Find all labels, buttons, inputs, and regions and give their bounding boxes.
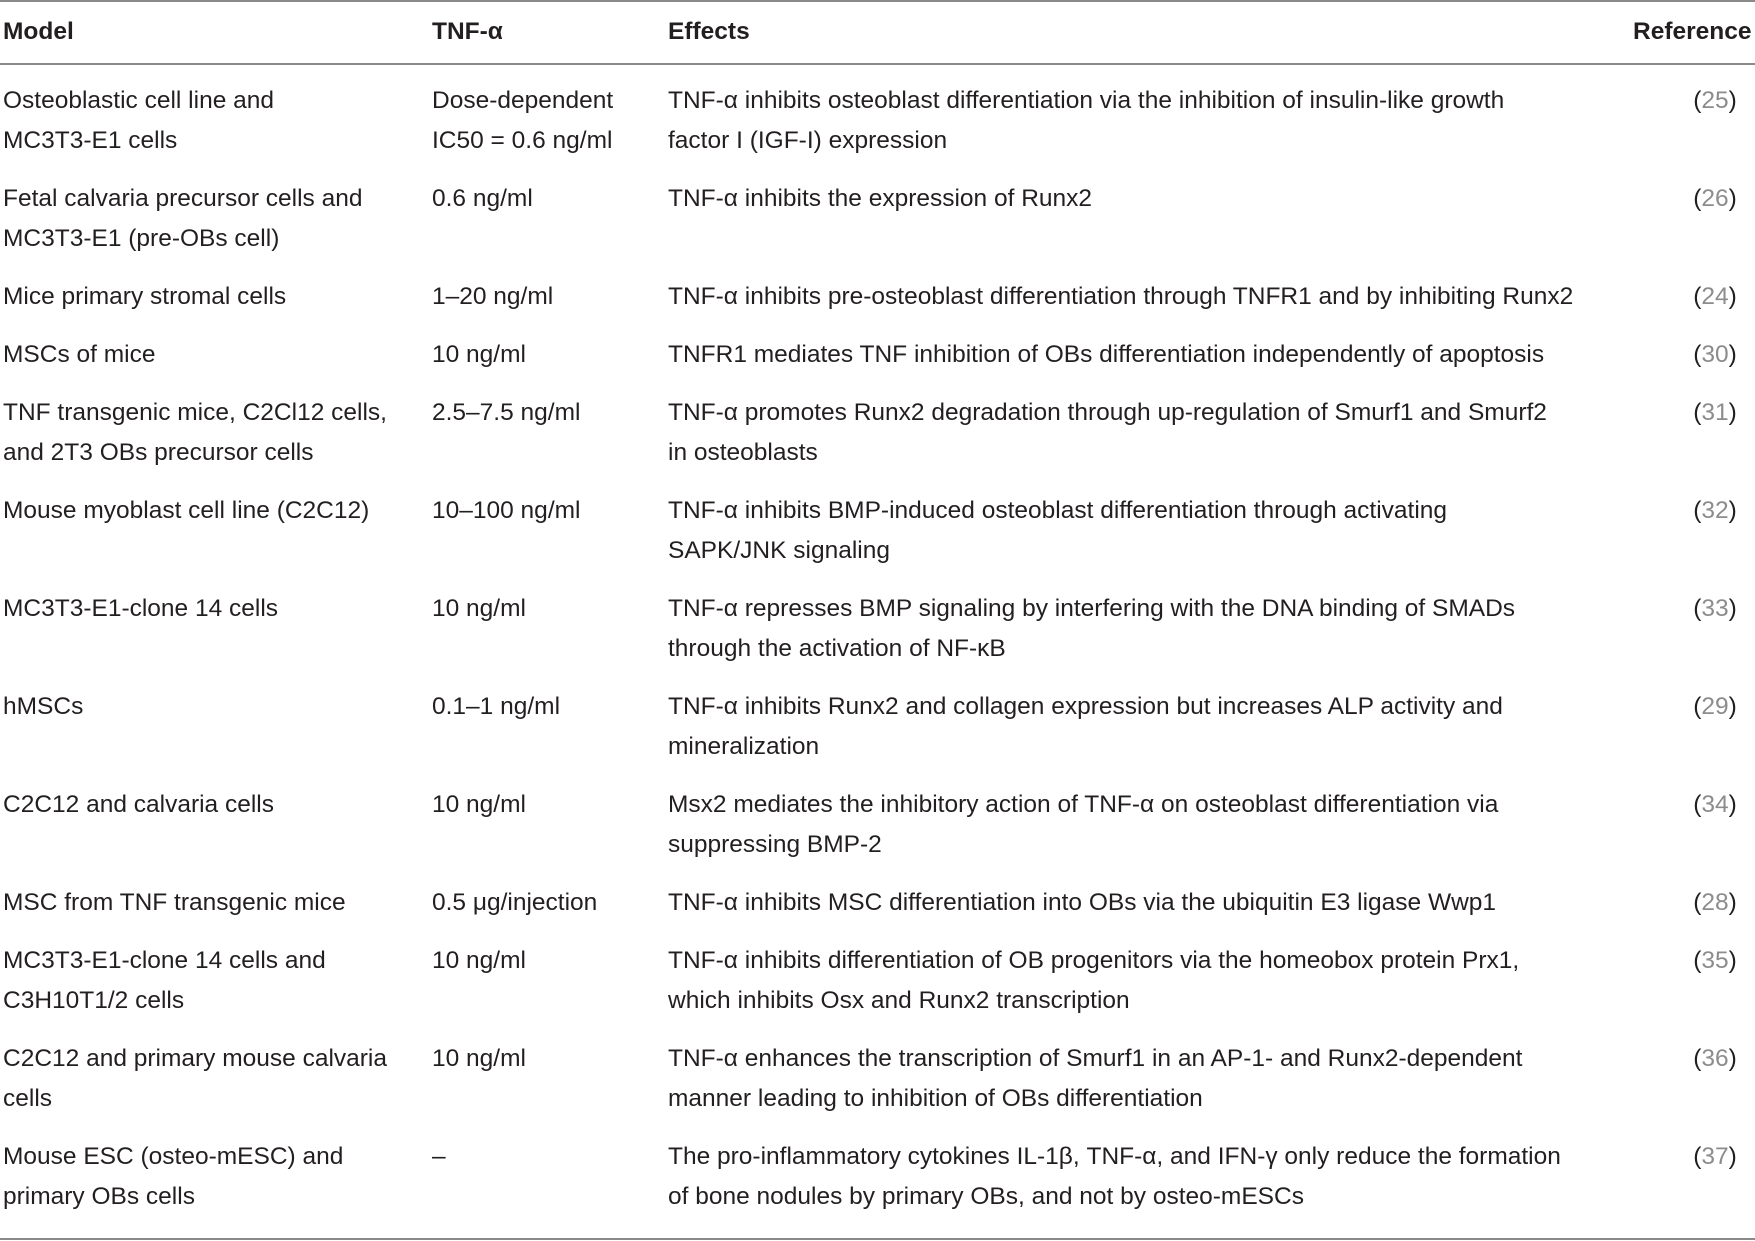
cell-effects-line: TNF-α inhibits the expression of Runx2 <box>668 185 1093 212</box>
reference-link[interactable]: 25 <box>1701 87 1729 114</box>
ref-open-paren: ( <box>1693 947 1702 974</box>
cell-tnf-line: IC50 = 0.6 ng/ml <box>432 127 613 154</box>
cell-reference <box>1670 81 1755 121</box>
reference-link[interactable]: 34 <box>1701 791 1729 818</box>
cell-tnf <box>432 941 526 981</box>
cell-model-line: hMSCs <box>3 693 84 720</box>
cell-model-line: C2C12 and calvaria cells <box>3 791 274 818</box>
cell-tnf-line: 10 ng/ml <box>432 341 526 368</box>
cell-effects-line: factor I (IGF-I) expression <box>668 127 948 154</box>
cell-tnf <box>432 491 580 531</box>
cell-reference <box>1670 393 1755 433</box>
header-rule <box>0 63 1755 65</box>
cell-reference <box>1670 883 1755 923</box>
cell-reference <box>1670 179 1755 219</box>
cell-model <box>3 785 274 825</box>
cell-effects-line: The pro-inflammatory cytokines IL-1β, TNF-α, and IFN-γ only reduce the formation <box>668 1143 1561 1170</box>
ref-open-paren: ( <box>1693 87 1702 114</box>
cell-reference <box>1670 941 1755 981</box>
cell-model-line: TNF transgenic mice, C2Cl12 cells, <box>3 399 387 426</box>
cell-model <box>3 687 83 727</box>
cell-tnf-line: 0.1–1 ng/ml <box>432 693 561 720</box>
cell-model-line: MC3T3-E1-clone 14 cells and <box>3 947 326 974</box>
reference-link[interactable]: 33 <box>1701 595 1729 622</box>
cell-tnf <box>432 687 560 727</box>
cell-tnf <box>432 81 613 161</box>
ref-open-paren: ( <box>1693 693 1702 720</box>
cell-model-line: C3H10T1/2 cells <box>3 987 185 1014</box>
reference-link[interactable]: 31 <box>1701 399 1729 426</box>
cell-model-line: primary OBs cells <box>3 1183 195 1210</box>
ref-close-paren: ) <box>1728 399 1737 426</box>
cell-effects <box>668 1039 1522 1119</box>
cell-tnf-line: 1–20 ng/ml <box>432 283 554 310</box>
cell-reference <box>1670 335 1755 375</box>
header-model: Model <box>3 18 74 45</box>
ref-close-paren: ) <box>1728 497 1737 524</box>
cell-tnf-line: 10 ng/ml <box>432 595 526 622</box>
cell-effects <box>668 393 1547 473</box>
reference-link[interactable]: 26 <box>1701 185 1729 212</box>
ref-open-paren: ( <box>1693 185 1702 212</box>
cell-model <box>3 335 155 375</box>
cell-tnf-line: 2.5–7.5 ng/ml <box>432 399 581 426</box>
cell-effects-line: TNF-α inhibits MSC differentiation into OBs via the ubiquitin E3 ligase Wwp1 <box>668 889 1497 916</box>
cell-effects <box>668 1137 1561 1217</box>
cell-reference <box>1670 491 1755 531</box>
cell-model-line: Mouse ESC (osteo-mESC) and <box>3 1143 344 1170</box>
cell-tnf-line: 10 ng/ml <box>432 1045 526 1072</box>
cell-effects-line: suppressing BMP-2 <box>668 831 882 858</box>
cell-effects <box>668 687 1503 767</box>
cell-tnf-line: 10 ng/ml <box>432 947 526 974</box>
header-effects: Effects <box>668 18 750 45</box>
cell-effects <box>668 941 1519 1021</box>
cell-effects-line: through the activation of NF-κB <box>668 635 1006 662</box>
cell-reference <box>1670 589 1755 629</box>
reference-link[interactable]: 29 <box>1701 693 1729 720</box>
cell-reference <box>1670 1137 1755 1177</box>
cell-tnf <box>432 1137 446 1177</box>
ref-close-paren: ) <box>1728 889 1737 916</box>
cell-effects <box>668 179 1092 219</box>
cell-effects <box>668 785 1498 865</box>
cell-effects <box>668 81 1504 161</box>
cell-tnf <box>432 883 597 923</box>
ref-open-paren: ( <box>1693 341 1702 368</box>
cell-model <box>3 589 278 629</box>
cell-reference <box>1670 277 1755 317</box>
ref-close-paren: ) <box>1728 87 1737 114</box>
cell-effects-line: manner leading to inhibition of OBs differentiation <box>668 1085 1203 1112</box>
reference-link[interactable]: 35 <box>1701 947 1729 974</box>
cell-model-line: Mice primary stromal cells <box>3 283 287 310</box>
cell-effects-line: TNF-α represses BMP signaling by interfering with the DNA binding of SMADs <box>668 595 1516 622</box>
reference-link[interactable]: 32 <box>1701 497 1729 524</box>
cell-model-line: MSCs of mice <box>3 341 156 368</box>
cell-effects <box>668 335 1544 375</box>
cell-model <box>3 179 363 259</box>
ref-close-paren: ) <box>1728 1045 1737 1072</box>
cell-effects-line: mineralization <box>668 733 820 760</box>
cell-model-line: MC3T3-E1 (pre-OBs cell) <box>3 225 280 252</box>
cell-effects-line: TNF-α inhibits pre-osteoblast differentiation through TNFR1 and by inhibiting Runx2 <box>668 283 1574 310</box>
cell-model-line: MSC from TNF transgenic mice <box>3 889 346 916</box>
cell-model-line: Osteoblastic cell line and <box>3 87 275 114</box>
cell-model <box>3 941 326 1021</box>
cell-reference <box>1670 785 1755 825</box>
cell-effects-line: TNF-α inhibits BMP-induced osteoblast differentiation through activating <box>668 497 1448 524</box>
cell-tnf-line: 0.6 ng/ml <box>432 185 533 212</box>
ref-open-paren: ( <box>1693 399 1702 426</box>
cell-tnf-line: Dose-dependent <box>432 87 614 114</box>
cell-effects-line: TNF-α enhances the transcription of Smurf1 in an AP-1- and Runx2-dependent <box>668 1045 1523 1072</box>
cell-tnf <box>432 179 533 219</box>
cell-tnf <box>432 785 526 825</box>
cell-tnf <box>432 589 526 629</box>
cell-effects-line: TNF-α inhibits osteoblast differentiation via the inhibition of insulin-like growth <box>668 87 1505 114</box>
cell-model <box>3 277 286 317</box>
ref-close-paren: ) <box>1728 283 1737 310</box>
cell-effects-line: SAPK/JNK signaling <box>668 537 890 564</box>
cell-effects-line: TNF-α inhibits differentiation of OB progenitors via the homeobox protein Prx1, <box>668 947 1520 974</box>
table-bottom-rule <box>0 1238 1755 1240</box>
ref-open-paren: ( <box>1693 283 1702 310</box>
cell-effects <box>668 491 1447 571</box>
cell-effects <box>668 589 1515 669</box>
cell-effects-line: TNF-α inhibits Runx2 and collagen expression but increases ALP activity and <box>668 693 1503 720</box>
cell-tnf-line: – <box>432 1143 446 1170</box>
ref-open-paren: ( <box>1693 497 1702 524</box>
header-tnf: TNF-α <box>432 18 503 45</box>
ref-close-paren: ) <box>1728 185 1737 212</box>
cell-effects <box>668 277 1573 317</box>
reference-link[interactable]: 24 <box>1701 283 1729 310</box>
cell-model-line: and 2T3 OBs precursor cells <box>3 439 314 466</box>
cell-effects-line: TNFR1 mediates TNF inhibition of OBs differentiation independently of apoptosis <box>668 341 1545 368</box>
ref-close-paren: ) <box>1728 595 1737 622</box>
ref-close-paren: ) <box>1728 947 1737 974</box>
cell-effects-line: of bone nodules by primary OBs, and not by osteo-mESCs <box>668 1183 1304 1210</box>
ref-close-paren: ) <box>1728 341 1737 368</box>
reference-link[interactable]: 36 <box>1701 1045 1729 1072</box>
ref-close-paren: ) <box>1728 791 1737 818</box>
cell-model-line: MC3T3-E1-clone 14 cells <box>3 595 279 622</box>
cell-reference <box>1670 687 1755 727</box>
cell-effects-line: which inhibits Osx and Runx2 transcription <box>668 987 1130 1014</box>
cell-model <box>3 81 274 161</box>
header-reference: Reference <box>1633 18 1752 45</box>
cell-tnf <box>432 393 580 433</box>
cell-model <box>3 491 369 531</box>
cell-effects-line: TNF-α promotes Runx2 degradation through up-regulation of Smurf1 and Smurf2 <box>668 399 1547 426</box>
cell-model-line: C2C12 and primary mouse calvaria <box>3 1045 387 1072</box>
cell-tnf <box>432 277 553 317</box>
reference-link[interactable]: 37 <box>1701 1143 1729 1170</box>
ref-open-paren: ( <box>1693 791 1702 818</box>
ref-open-paren: ( <box>1693 595 1702 622</box>
cell-model-line: MC3T3-E1 cells <box>3 127 178 154</box>
cell-tnf <box>432 335 526 375</box>
cell-model <box>3 1137 343 1217</box>
table-top-rule <box>0 0 1755 2</box>
cell-effects <box>668 883 1496 923</box>
ref-close-paren: ) <box>1728 1143 1737 1170</box>
ref-close-paren: ) <box>1728 693 1737 720</box>
ref-open-paren: ( <box>1693 889 1702 916</box>
cell-tnf-line: 10–100 ng/ml <box>432 497 581 524</box>
cell-model <box>3 393 387 473</box>
reference-link[interactable]: 30 <box>1701 341 1729 368</box>
cell-effects-line: in osteoblasts <box>668 439 818 466</box>
ref-open-paren: ( <box>1693 1045 1702 1072</box>
cell-effects-line: Msx2 mediates the inhibitory action of TNF-α on osteoblast differentiation via <box>668 791 1499 818</box>
ref-open-paren: ( <box>1693 1143 1702 1170</box>
cell-model-line: cells <box>3 1085 53 1112</box>
cell-reference <box>1670 1039 1755 1079</box>
cell-model <box>3 1039 387 1119</box>
cell-tnf-line: 10 ng/ml <box>432 791 526 818</box>
cell-model <box>3 883 346 923</box>
reference-link[interactable]: 28 <box>1701 889 1729 916</box>
cell-tnf <box>432 1039 526 1079</box>
cell-model-line: Fetal calvaria precursor cells and <box>3 185 363 212</box>
cell-model-line: Mouse myoblast cell line (C2C12) <box>3 497 370 524</box>
cell-tnf-line: 0.5 μg/injection <box>432 889 598 916</box>
